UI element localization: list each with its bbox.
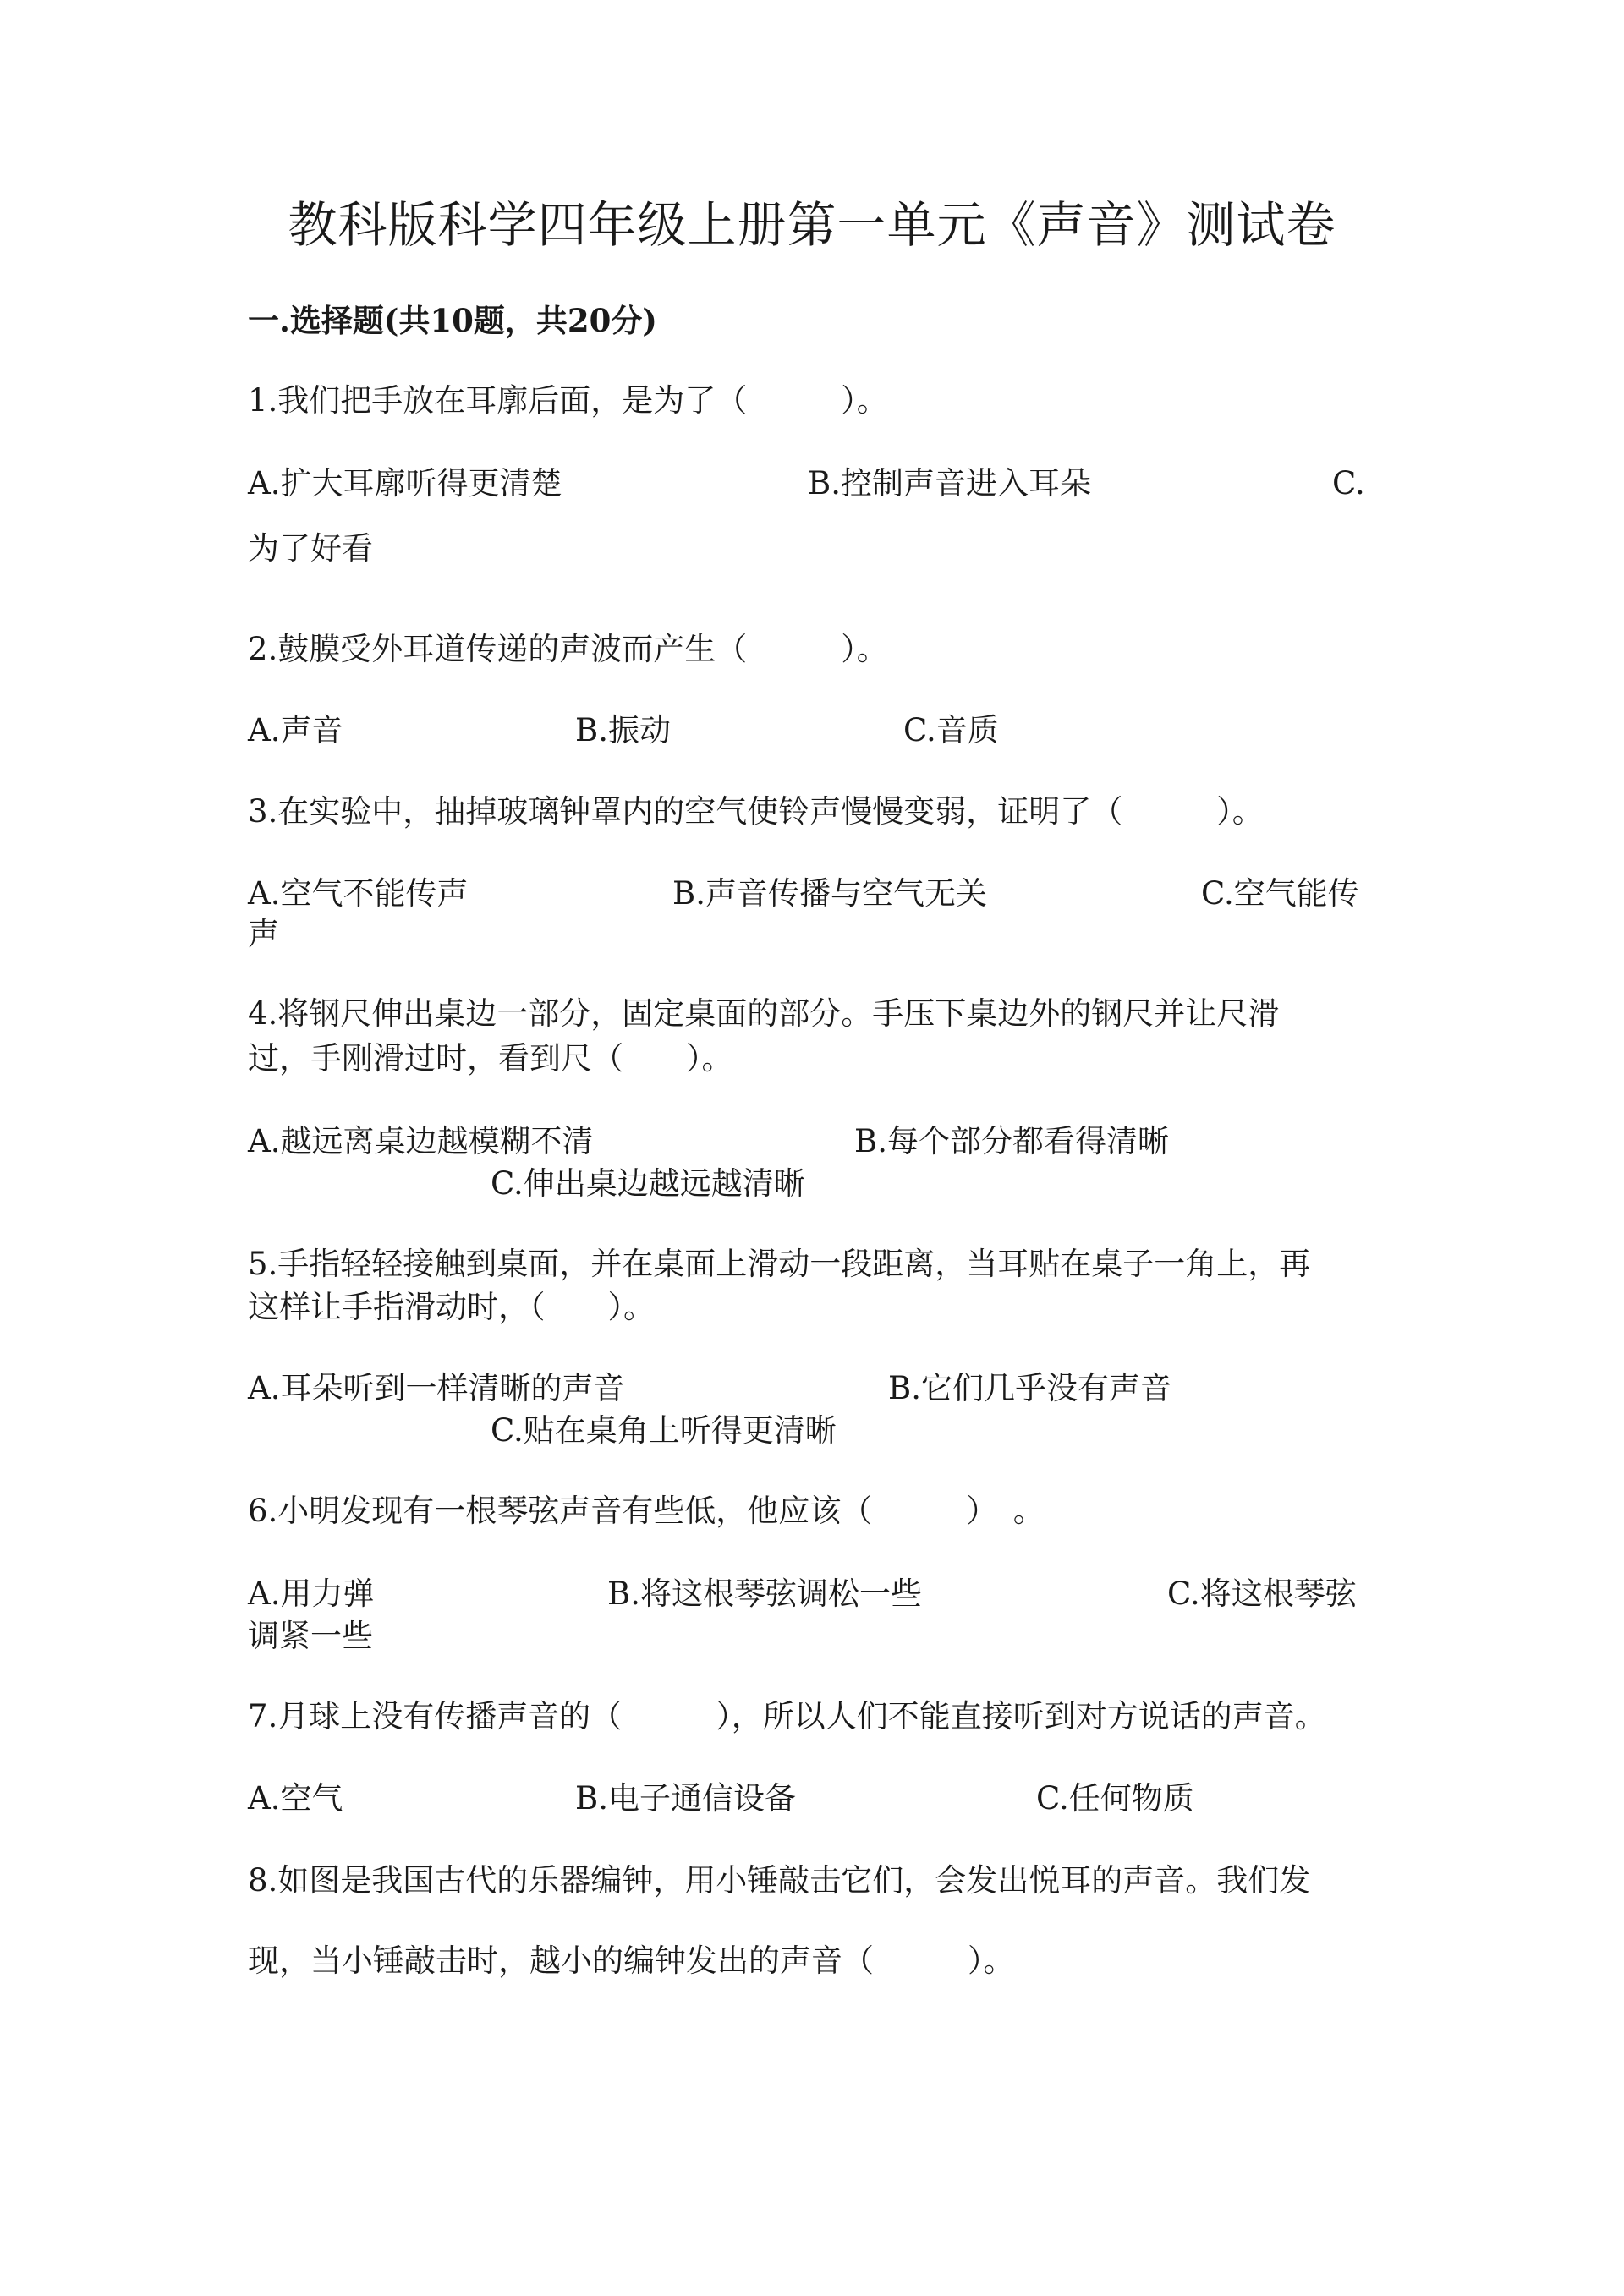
question-5-stem-line-2: 这样让手指滑动时，（ ）。 [248,1289,655,1325]
question-1-option-b: B.控制声音进入耳朵 [808,465,1091,501]
question-8-stem-line-2: 现，当小锤敲击时，越小的编钟发出的声音（ ）。 [248,1943,1015,1979]
question-6-stem: 6.小明发现有一根琴弦声音有些低，他应该（ ） 。 [248,1493,1045,1529]
question-6-option-b: B.将这根琴弦调松一些 [607,1575,922,1612]
question-8-stem-line-1: 8.如图是我国古代的乐器编钟，用小锤敲击它们，会发出悦耳的声音。我们发 [248,1862,1311,1899]
question-2-option-c: C.音质 [903,712,999,748]
question-1-option-c-cont: 为了好看 [248,530,373,567]
question-4-stem-line-2: 过，手刚滑过时，看到尺（ ）。 [248,1040,733,1077]
question-2-stem: 2.鼓膜受外耳道传递的声波而产生（ ）。 [248,631,888,667]
question-7-option-c: C.任何物质 [1036,1780,1194,1817]
question-5-option-a: A.耳朵听到一样清晰的声音 [248,1370,625,1406]
question-1-option-c: C. [1332,465,1365,501]
question-5-option-b: B.它们几乎没有声音 [888,1370,1171,1406]
question-4-option-a: A.越远离桌边越模糊不清 [248,1123,594,1159]
question-7-option-a: A.空气 [248,1780,343,1817]
question-6-option-c: C.将这根琴弦 [1167,1575,1357,1612]
question-7-stem: 7.月球上没有传播声音的（ ），所以人们不能直接听到对方说话的声音。 [248,1698,1326,1734]
question-1-option-a: A.扩大耳廓听得更清楚 [248,465,562,501]
question-7-option-b: B.电子通信设备 [575,1780,796,1817]
question-1-stem: 1.我们把手放在耳廓后面，是为了（ ）。 [248,382,888,419]
question-2-option-a: A.声音 [248,712,343,748]
page-title: 教科版科学四年级上册第一单元《声音》测试卷 [288,196,1336,254]
section-heading: 一.选择题(共10题，共20分) [248,302,657,339]
question-3-stem: 3.在实验中，抽掉玻璃钟罩内的空气使铃声慢慢变弱，证明了（ ）。 [248,793,1264,830]
question-6-option-a: A.用力弹 [248,1575,375,1612]
question-3-option-b: B.声音传播与空气无关 [672,875,987,912]
question-5-option-c: C.贴在桌角上听得更清晰 [491,1412,837,1449]
question-4-option-b: B.每个部分都看得清晰 [854,1123,1169,1159]
question-2-option-b: B.振动 [575,712,671,748]
question-3-option-a: A.空气不能传声 [248,875,469,912]
question-4-stem-line-1: 4.将钢尺伸出桌边一部分，固定桌面的部分。手压下桌边外的钢尺并让尺滑 [248,995,1280,1032]
question-5-stem-line-1: 5.手指轻轻接触到桌面，并在桌面上滑动一段距离，当耳贴在桌子一角上，再 [248,1246,1311,1282]
question-3-option-c: C.空气能传 [1201,875,1359,912]
question-4-option-c: C.伸出桌边越远越清晰 [491,1165,805,1202]
question-3-option-c-cont: 声 [248,916,279,952]
question-6-option-c-cont: 调紧一些 [248,1618,373,1654]
